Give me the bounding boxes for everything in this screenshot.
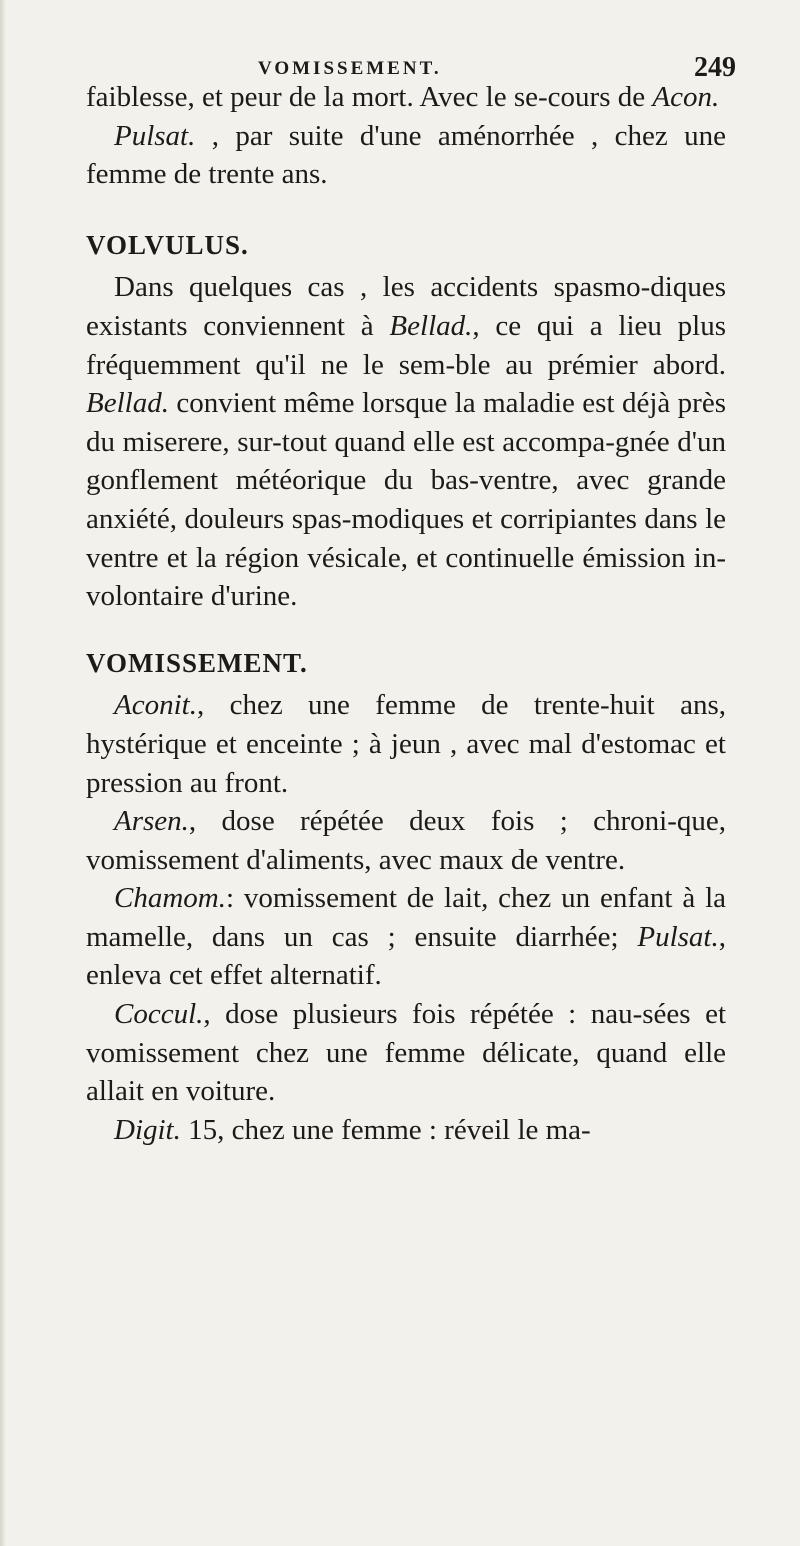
paragraph-text: VOMISSEMENT. — [86, 647, 308, 678]
remedy-name: Digit. — [114, 1113, 181, 1146]
paragraph — [86, 78, 726, 117]
page-edge-shadow — [0, 0, 6, 1546]
paragraph-text: : vomissement de lait, chez un enfant à la mamelle, dans un cas ; ensuite diarrhée; — [86, 882, 726, 953]
running-title: VOMISSEMENT. — [258, 58, 442, 79]
paragraph — [86, 879, 726, 995]
paragraph — [86, 686, 726, 802]
paragraph-text: Dans quelques cas , les accidents spasmo-diques existants conviennent à — [86, 271, 726, 342]
page-number: 249 — [694, 52, 736, 83]
remedy-name: Pulsat. — [114, 119, 196, 152]
remedy-name: Coccul. — [114, 998, 204, 1031]
remedy-name: Chamom. — [114, 882, 226, 915]
paragraph-text: , chez une femme de trente-huit ans, hystérique et enceinte ; à jeun , avec mal d'estomac et pression au front. — [86, 689, 726, 799]
paragraph-text: , par suite d'une aménorrhée , chez une femme de trente ans. — [86, 119, 726, 191]
paragraph — [86, 268, 726, 615]
paragraph — [86, 1111, 726, 1150]
paragraph — [86, 995, 726, 1111]
paragraph-text: , dose plusieurs fois répétée : nau-sées et vomissement chez une femme délicate, quand elle allait en voiture. — [86, 998, 726, 1108]
remedy-name: Aconit. — [114, 689, 197, 722]
paragraph-text: convient même lorsque la maladie est déjà près du miserere, sur-tout quand elle est accompa-gnée d'un gonflement météorique du bas-ventre, avec grande anxiété, douleurs spas-modiques et corripiantes dans le ventre et la région vésicale, et continuelle émission in-volontaire d'urine. — [86, 387, 726, 613]
paragraph-text: , ce qui a lieu plus fréquemment qu'il ne le sem-ble au prémier abord. — [86, 309, 726, 381]
remedy-name: Pulsat. — [637, 920, 719, 953]
paragraph-text: , enleva cet effet alternatif. — [86, 920, 726, 992]
remedy-name: Acon. — [652, 81, 720, 113]
paragraph — [86, 802, 726, 879]
paragraph — [86, 117, 726, 194]
paragraph-text: 15, chez une femme : réveil le ma- — [180, 1113, 591, 1146]
remedy-name: Bellad. — [86, 387, 169, 420]
section-heading — [86, 644, 726, 683]
body-text — [86, 78, 726, 1149]
paragraph-text: VOLVULUS. — [86, 229, 249, 260]
paragraph-text: , dose répétée deux fois ; chroni-que, vomissement d'aliments, avec maux de ventre. — [86, 805, 726, 876]
section-heading — [86, 226, 726, 265]
remedy-name: Arsen. — [114, 805, 189, 838]
remedy-name: Bellad. — [389, 309, 473, 342]
paragraph-text: faiblesse, et peur de la mort. Avec le se-cours de — [86, 81, 653, 113]
